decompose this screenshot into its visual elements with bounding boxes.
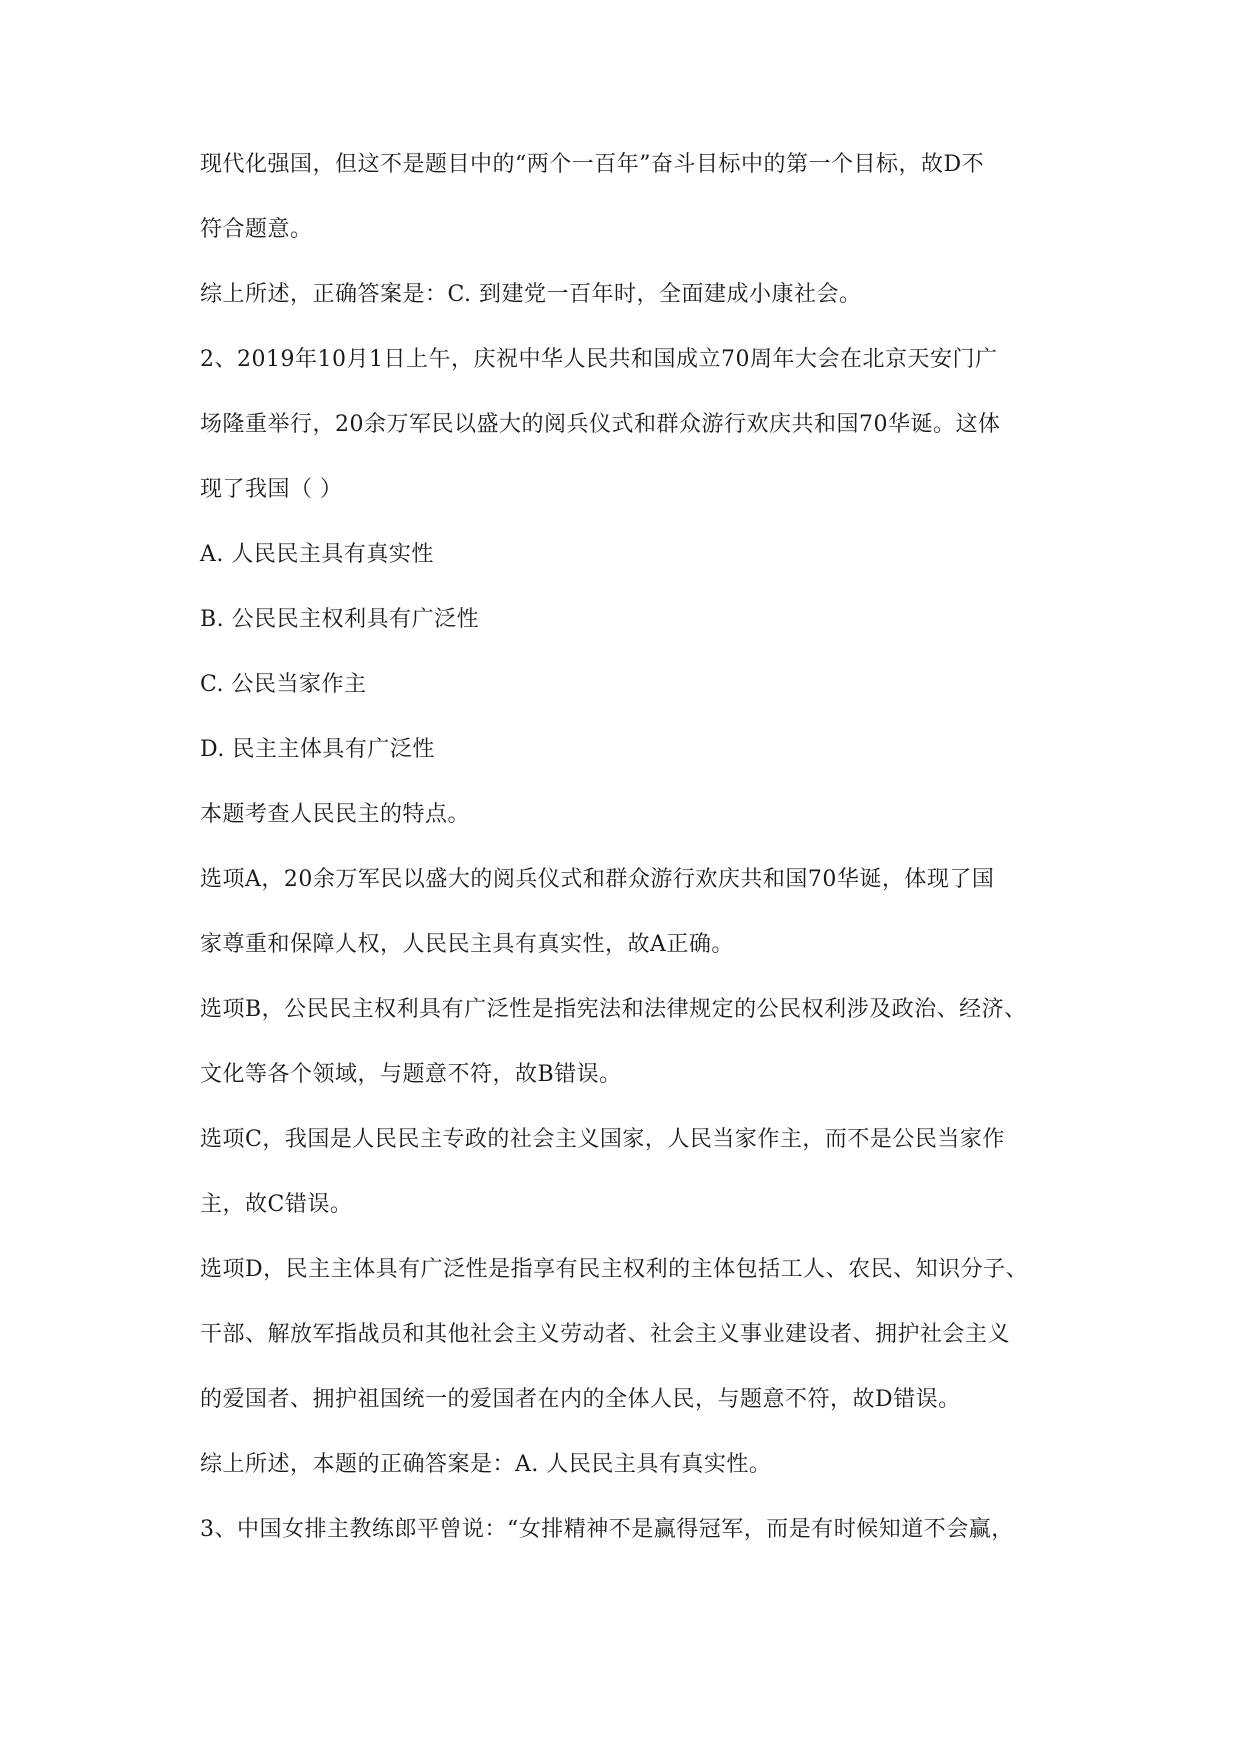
option-a: A. 人民民主具有真实性 [200,542,434,567]
answer-summary-q1: 综上所述，正确答案是：C. 到建党一百年时，全面建成小康社会。 [200,282,862,307]
analysis-c-line-1: 选项C，我国是人民民主专政的社会主义国家，人民当家作主，而不是公民当家作 [200,1127,1005,1152]
analysis-b-line-1: 选项B，公民民主权利具有广泛性是指宪法和法律规定的公民权利涉及政治、经济、 [200,997,1027,1022]
question-2-stem-line-1: 2、2019年10月1日上午，庆祝中华人民共和国成立70周年大会在北京天安门广 [200,347,998,372]
analysis-a-line-1: 选项A，20余万军民以盛大的阅兵仪式和群众游行欢庆共和国70华诞，体现了国 [200,867,995,892]
analysis-intro: 本题考查人民民主的特点。 [200,802,471,827]
analysis-d-line-2: 干部、解放军指战员和其他社会主义劳动者、社会主义事业建设者、拥护社会主义 [200,1322,1011,1347]
question-3-stem-line-1: 3、中国女排主教练郎平曾说：“女排精神不是赢得冠军，而是有时候知道不会赢， [200,1517,1014,1542]
text-line-continuation-end: 符合题意。 [200,217,313,242]
analysis-b-line-2: 文化等各个领域，与题意不符，故B错误。 [200,1062,622,1087]
question-2-stem-line-3: 现了我国（ ） [200,477,343,502]
analysis-c-line-2: 主，故C错误。 [200,1192,353,1217]
text-line-continuation: 现代化强国，但这不是题目中的“两个一百年”奋斗目标中的第一个目标，故D不 [200,152,985,177]
analysis-d-line-3: 的爱国者、拥护祖国统一的爱国者在内的全体人民，与题意不符，故D错误。 [200,1387,961,1412]
analysis-a-line-2: 家尊重和保障人权，人民民主具有真实性，故A正确。 [200,932,734,957]
option-d: D. 民主主体具有广泛性 [200,737,435,762]
analysis-d-line-1: 选项D，民主主体具有广泛性是指享有民主权利的主体包括工人、农民、知识分子、 [200,1257,1029,1282]
question-2-stem-line-2: 场隆重举行，20余万军民以盛大的阅兵仪式和群众游行欢庆共和国70华诞。这体 [200,412,1001,437]
answer-summary-q2: 综上所述，本题的正确答案是：A. 人民民主具有真实性。 [200,1452,772,1477]
option-c: C. 公民当家作主 [200,672,367,697]
option-b: B. 公民民主权利具有广泛性 [200,607,480,632]
